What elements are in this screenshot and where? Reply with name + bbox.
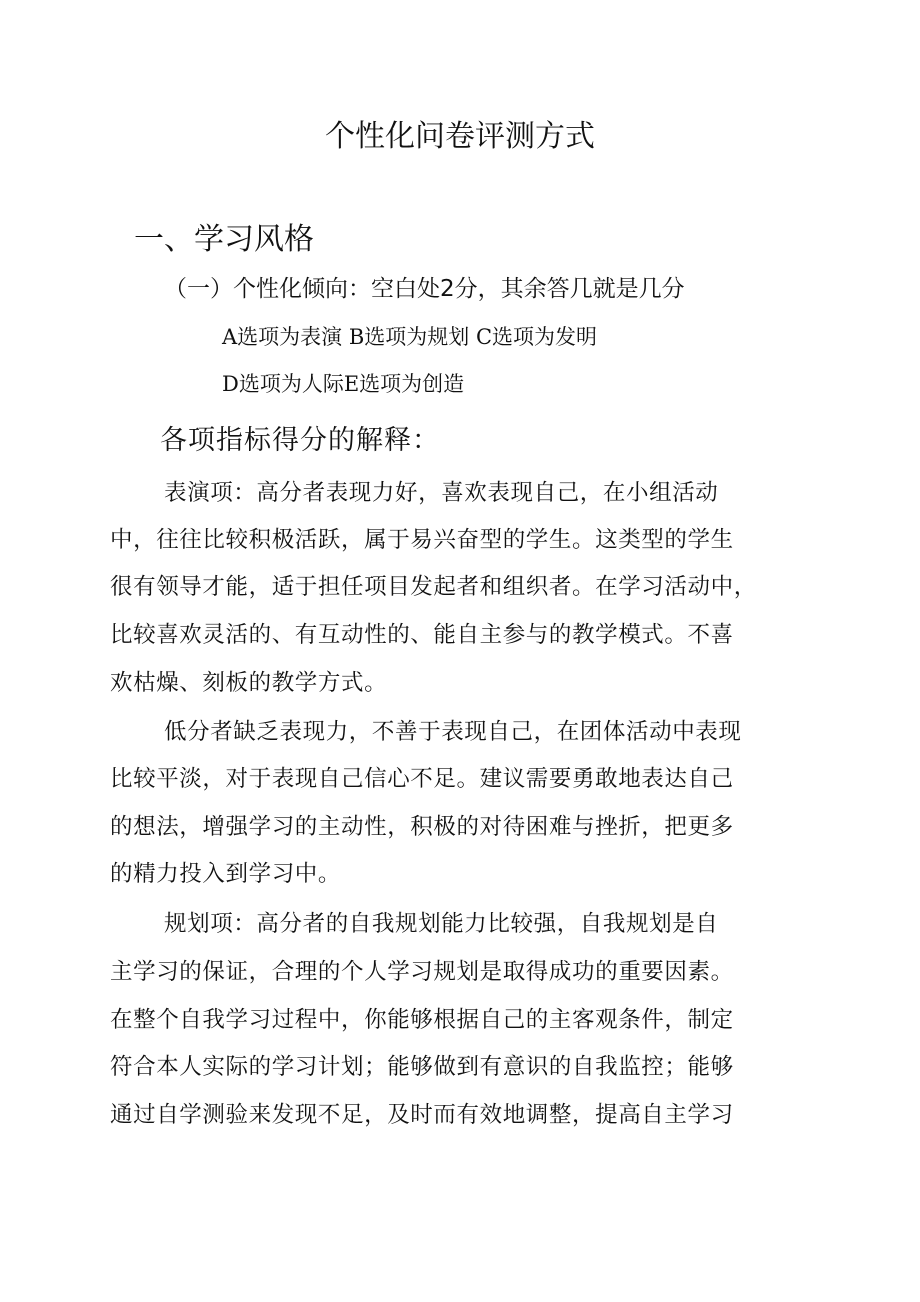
paragraph-line: 在整个自我学习过程中，你能够根据自己的主客观条件，制定 (110, 1007, 734, 1033)
subsection-heading-personal-tendency: （一）个性化倾向：空白处2分，其余答几就是几分 (164, 276, 685, 302)
explanation-heading: 各项指标得分的解释： (160, 425, 440, 456)
paragraph-line: 符合本人实际的学习计划；能够做到有意识的自我监控；能够 (110, 1054, 734, 1080)
paragraph-line: 通过自学测验来发现不足，及时而有效地调整，提高自主学习 (110, 1102, 734, 1128)
paragraph-line: 比较平淡，对于表现自己信心不足。建议需要勇敢地表达自己 (110, 766, 734, 792)
paragraph-line: 主学习的保证，合理的个人学习规划是取得成功的重要因素。 (110, 959, 734, 985)
document-title: 个性化问卷评测方式 (325, 119, 595, 154)
paragraph-line: 的想法，增强学习的主动性，积极的对待困难与挫折，把更多 (110, 814, 734, 840)
paragraph-line: 低分者缺乏表现力，不善于表现自己，在团体活动中表现 (164, 719, 742, 745)
paragraph-line: 表演项：高分者表现力好，喜欢表现自己，在小组活动 (164, 480, 719, 506)
options-line-1: A选项为表演 B选项为规划 C选项为发明 (222, 325, 598, 349)
paragraph-line: 规划项：高分者的自我规划能力比较强，自我规划是自 (164, 911, 719, 937)
paragraph-line: 欢枯燥、刻板的教学方式。 (110, 670, 388, 696)
paragraph-line: 中，往往比较积极活跃，属于易兴奋型的学生。这类型的学生 (110, 527, 734, 553)
paragraph-line: 的精力投入到学习中。 (110, 861, 342, 887)
options-line-2: D选项为人际E选项为创造 (222, 372, 465, 396)
paragraph-line: 比较喜欢灵活的、有互动性的、能自主参与的教学模式。不喜 (110, 622, 734, 648)
paragraph-line: 很有领导才能，适于担任项目发起者和组织者。在学习活动中， (110, 574, 757, 600)
section-heading-learning-style: 一、学习风格 (134, 222, 314, 257)
